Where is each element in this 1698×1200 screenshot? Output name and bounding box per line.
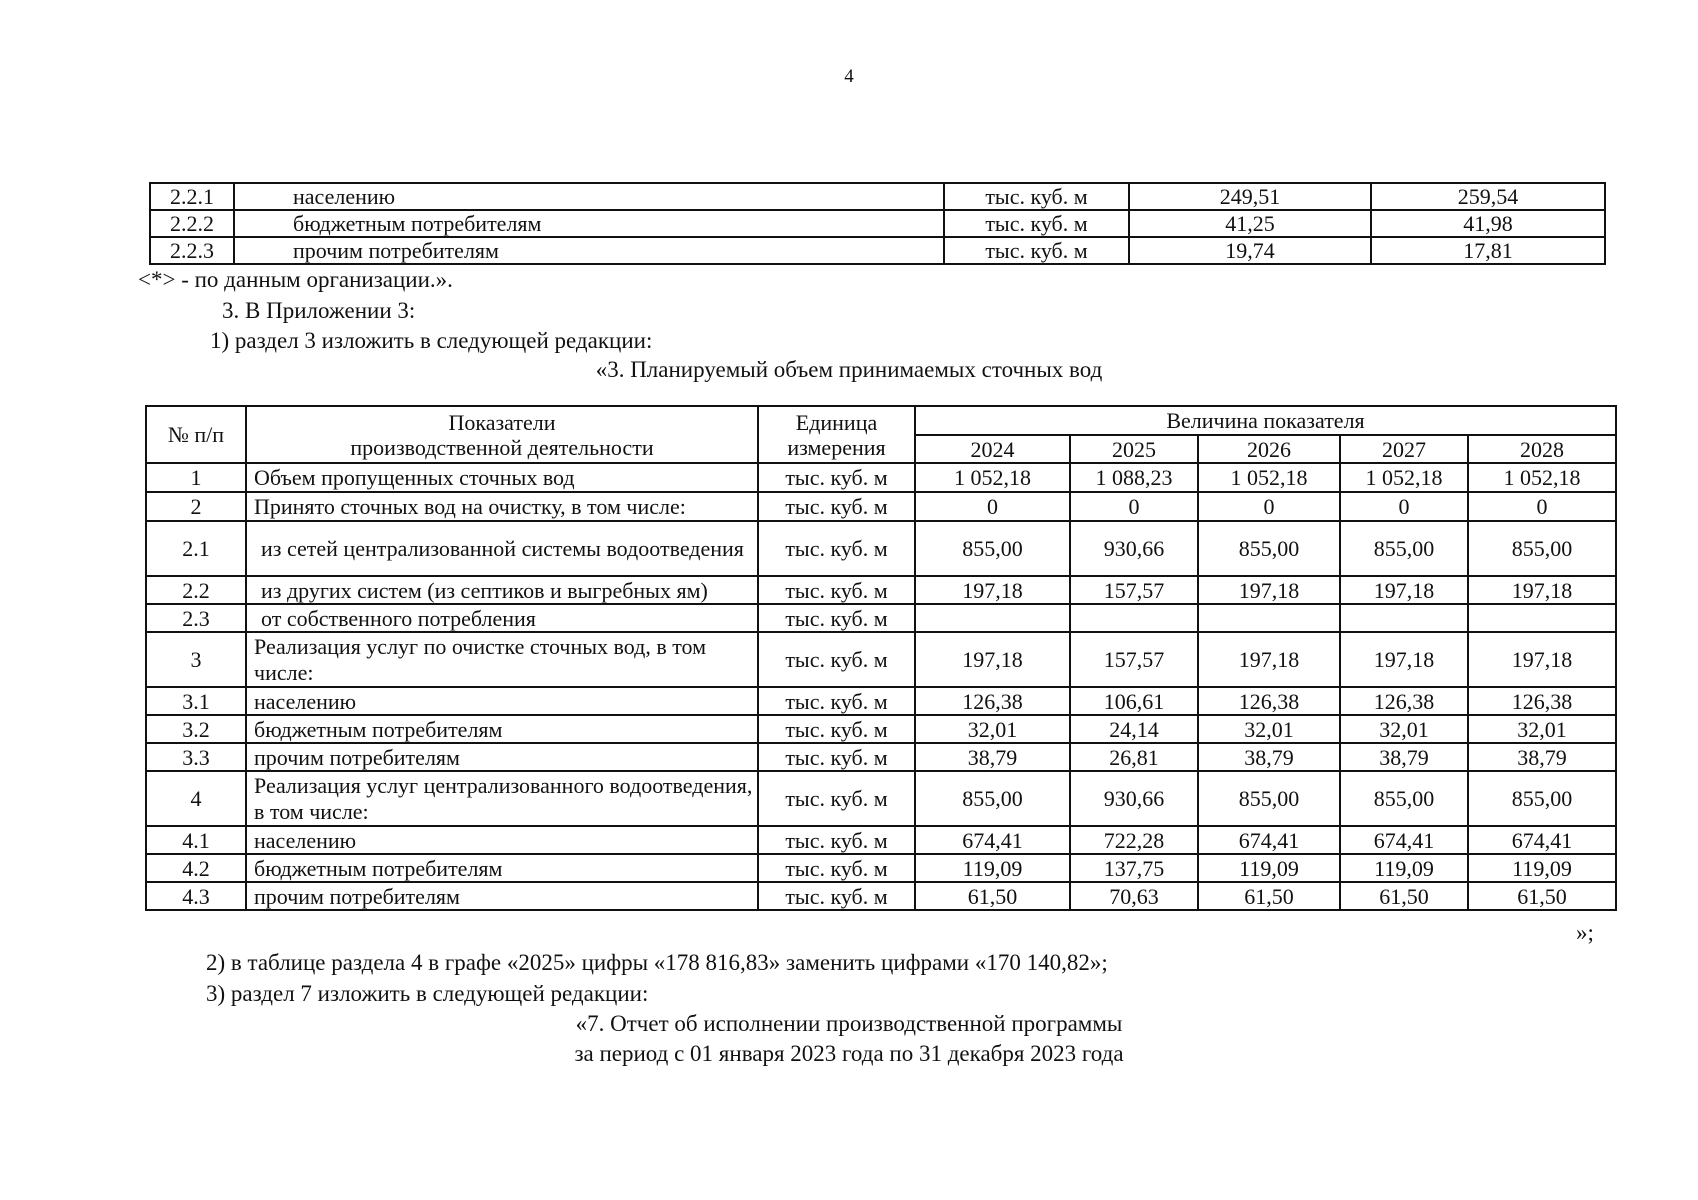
row-unit: тыс. куб. м [944, 237, 1129, 264]
row-number: 3.1 [146, 687, 246, 715]
row-value: 106,61 [1070, 687, 1198, 715]
row-number: 3.2 [146, 715, 246, 743]
row-value: 119,09 [915, 854, 1070, 882]
row-value: 674,41 [1198, 826, 1340, 854]
row-value: 855,00 [1340, 771, 1468, 826]
header-num: № п/п [146, 406, 246, 463]
row-unit: тыс. куб. м [758, 715, 915, 743]
sub-item-3: 3) раздел 7 изложить в следующей редакции: [206, 981, 649, 1006]
row-value: 197,18 [1198, 576, 1340, 604]
row-value: 1 088,23 [1070, 463, 1198, 492]
row-value: 19,74 [1129, 237, 1371, 264]
header-year: 2027 [1340, 435, 1468, 463]
section-3-title: «3. Планируемый объем принимаемых сточных вод [595, 357, 1103, 382]
row-value: 32,01 [915, 715, 1070, 743]
row-value: 855,00 [915, 521, 1070, 576]
row-value: 674,41 [1340, 826, 1468, 854]
row-number: 2.2.1 [150, 183, 234, 210]
section-7-title-line2: за период с 01 января 2023 года по 31 декабря 2023 года [574, 1041, 1124, 1066]
row-unit: тыс. куб. м [758, 687, 915, 715]
row-number: 2.2.3 [150, 237, 234, 264]
row-indicator: населению [246, 687, 758, 715]
row-value: 0 [1468, 492, 1616, 521]
row-value: 197,18 [1340, 632, 1468, 687]
row-value: 24,14 [1070, 715, 1198, 743]
row-value: 61,50 [915, 882, 1070, 910]
row-number: 4.3 [146, 882, 246, 910]
header-value-group: Величина показателя [915, 406, 1616, 435]
table-row [150, 237, 1605, 264]
row-value: 855,00 [1198, 521, 1340, 576]
header-year: 2028 [1468, 435, 1616, 463]
row-number: 3 [146, 632, 246, 687]
row-indicator: из других систем (из септиков и выгребных ям) [246, 576, 758, 604]
row-indicator: от собственного потребления [246, 604, 758, 632]
table-row [146, 826, 1616, 854]
row-value: 930,66 [1070, 521, 1198, 576]
row-number: 1 [146, 463, 246, 492]
table-row [150, 210, 1605, 237]
section-7-title-line1: «7. Отчет об исполнении производственной программы [575, 1011, 1123, 1036]
wastewater-volume-table [145, 405, 1617, 911]
table-row [146, 521, 1616, 576]
row-value: 32,01 [1468, 715, 1616, 743]
table-row [146, 882, 1616, 910]
row-number: 3.3 [146, 743, 246, 771]
row-unit: тыс. куб. м [758, 882, 915, 910]
row-number: 2.1 [146, 521, 246, 576]
row-value: 61,50 [1198, 882, 1340, 910]
row-value: 1 052,18 [1468, 463, 1616, 492]
row-indicator: бюджетным потребителям [246, 715, 758, 743]
row-value: 0 [1198, 492, 1340, 521]
row-indicator: Реализация услуг по очистке сточных вод, в том числе: [246, 632, 758, 687]
row-number: 2 [146, 492, 246, 521]
row-unit: тыс. куб. м [944, 210, 1129, 237]
table-row [146, 743, 1616, 771]
row-value [915, 604, 1070, 632]
item-3-heading: 3. В Приложении 3: [222, 298, 416, 323]
row-value: 1 052,18 [1340, 463, 1468, 492]
row-value: 930,66 [1070, 771, 1198, 826]
row-value: 32,01 [1198, 715, 1340, 743]
row-value: 70,63 [1070, 882, 1198, 910]
row-number: 4.1 [146, 826, 246, 854]
sub-item-2: 2) в таблице раздела 4 в графе «2025» цифры «178 816,83» заменить цифрами «170 140,82»; [206, 950, 1108, 975]
row-value [1468, 604, 1616, 632]
row-value: 197,18 [1468, 576, 1616, 604]
table-row [146, 771, 1616, 826]
row-value: 1 052,18 [915, 463, 1070, 492]
row-indicator: прочим потребителям [246, 882, 758, 910]
row-value: 17,81 [1371, 237, 1605, 264]
header-year: 2026 [1198, 435, 1340, 463]
row-unit: тыс. куб. м [758, 632, 915, 687]
row-value: 38,79 [1198, 743, 1340, 771]
row-value: 61,50 [1468, 882, 1616, 910]
row-value: 855,00 [1198, 771, 1340, 826]
row-value: 855,00 [915, 771, 1070, 826]
row-value: 197,18 [915, 632, 1070, 687]
row-value: 0 [1340, 492, 1468, 521]
table-row [146, 463, 1616, 492]
row-indicator: прочим потребителям [246, 743, 758, 771]
row-unit: тыс. куб. м [758, 604, 915, 632]
row-value: 41,98 [1371, 210, 1605, 237]
row-number: 2.2.2 [150, 210, 234, 237]
row-value: 197,18 [1198, 632, 1340, 687]
row-indicator: из сетей централизованной системы водоотведения [246, 521, 758, 576]
row-value: 119,09 [1340, 854, 1468, 882]
row-value: 61,50 [1340, 882, 1468, 910]
row-value: 119,09 [1468, 854, 1616, 882]
row-value: 722,28 [1070, 826, 1198, 854]
row-indicator: населению [246, 826, 758, 854]
row-value: 1 052,18 [1198, 463, 1340, 492]
header-year: 2024 [915, 435, 1070, 463]
row-number: 2.3 [146, 604, 246, 632]
row-value: 197,18 [1340, 576, 1468, 604]
row-value: 259,54 [1371, 183, 1605, 210]
page-number: 4 [844, 66, 854, 87]
footnote: <*> - по данным организации.». [138, 267, 453, 292]
row-value: 137,75 [1070, 854, 1198, 882]
row-value: 126,38 [1468, 687, 1616, 715]
header-row-1 [146, 406, 1616, 435]
row-value: 674,41 [915, 826, 1070, 854]
sub-item-1: 1) раздел 3 изложить в следующей редакции: [210, 328, 653, 353]
row-unit: тыс. куб. м [758, 743, 915, 771]
row-value [1070, 604, 1198, 632]
row-value: 197,18 [915, 576, 1070, 604]
header-indicator-line2: производственной деятельности [350, 434, 654, 460]
row-value: 38,79 [915, 743, 1070, 771]
row-value: 157,57 [1070, 576, 1198, 604]
row-unit: тыс. куб. м [758, 854, 915, 882]
row-indicator: бюджетным потребителям [246, 854, 758, 882]
row-value [1340, 604, 1468, 632]
header-unit-line1: Единица [795, 409, 878, 435]
row-value: 126,38 [1340, 687, 1468, 715]
row-value: 157,57 [1070, 632, 1198, 687]
row-indicator: Объем пропущенных сточных вод [246, 463, 758, 492]
row-value: 126,38 [915, 687, 1070, 715]
row-indicator: населению [234, 183, 944, 210]
table-row [146, 492, 1616, 521]
row-unit: тыс. куб. м [758, 521, 915, 576]
header-unit [758, 406, 915, 463]
header-indicator [246, 406, 758, 463]
row-number: 4 [146, 771, 246, 826]
row-unit: тыс. куб. м [758, 771, 915, 826]
row-value: 41,25 [1129, 210, 1371, 237]
row-value: 126,38 [1198, 687, 1340, 715]
table-row [146, 576, 1616, 604]
row-indicator: прочим потребителям [234, 237, 944, 264]
row-value: 0 [1070, 492, 1198, 521]
row-indicator: Принято сточных вод на очистку, в том числе: [246, 492, 758, 521]
table-row [146, 632, 1616, 687]
row-value: 674,41 [1468, 826, 1616, 854]
row-value [1198, 604, 1340, 632]
table-row [146, 604, 1616, 632]
table-row [146, 854, 1616, 882]
row-indicator: бюджетным потребителям [234, 210, 944, 237]
table-row [146, 715, 1616, 743]
row-value: 197,18 [1468, 632, 1616, 687]
row-indicator: Реализация услуг централизованного водоотведения, в том числе: [246, 771, 758, 826]
header-indicator-line1: Показатели [448, 409, 556, 435]
row-unit: тыс. куб. м [758, 826, 915, 854]
row-unit: тыс. куб. м [758, 492, 915, 521]
row-value: 38,79 [1468, 743, 1616, 771]
row-value: 38,79 [1340, 743, 1468, 771]
row-number: 4.2 [146, 854, 246, 882]
header-unit-line2: измерения [787, 434, 886, 460]
table-row [146, 687, 1616, 715]
row-value: 32,01 [1340, 715, 1468, 743]
row-value: 855,00 [1468, 771, 1616, 826]
row-value: 855,00 [1468, 521, 1616, 576]
row-value: 26,81 [1070, 743, 1198, 771]
continued-table [149, 182, 1606, 265]
closing-quote: »; [1576, 920, 1594, 945]
row-unit: тыс. куб. м [758, 576, 915, 604]
table-row [150, 183, 1605, 210]
row-value: 0 [915, 492, 1070, 521]
row-value: 119,09 [1198, 854, 1340, 882]
header-year: 2025 [1070, 435, 1198, 463]
row-value: 855,00 [1340, 521, 1468, 576]
row-unit: тыс. куб. м [944, 183, 1129, 210]
row-number: 2.2 [146, 576, 246, 604]
row-value: 249,51 [1129, 183, 1371, 210]
row-unit: тыс. куб. м [758, 463, 915, 492]
